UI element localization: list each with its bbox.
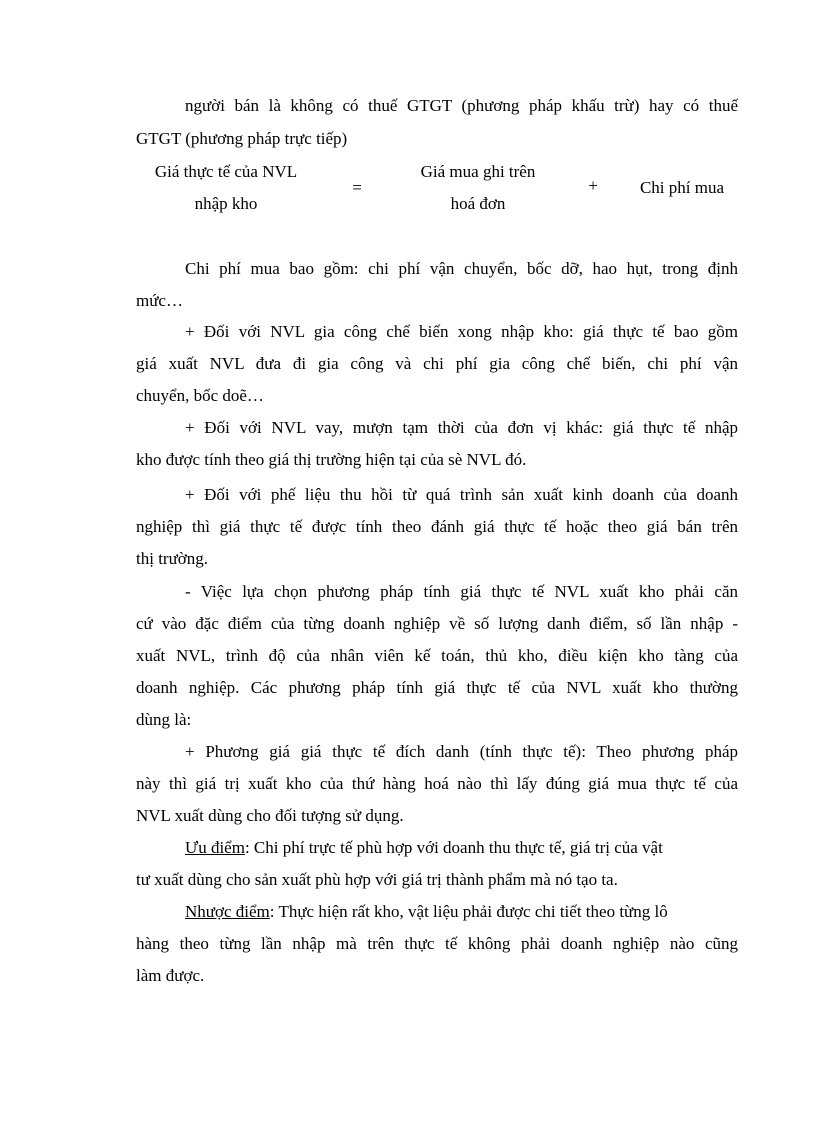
- intro-line-2: GTGT (phương pháp trực tiếp): [136, 129, 348, 148]
- formula-equals-sign: =: [352, 178, 362, 197]
- advantage-label: Ưu điểm: [185, 838, 245, 857]
- p2-line-2: giá xuất NVL đưa đi gia công và chi phí gia công chế biến, chi phí vận: [136, 354, 738, 373]
- formula-left-line-1: Giá thực tế của NVL: [154, 162, 298, 181]
- formula-plus-sign: +: [588, 176, 598, 195]
- p7-line-1: [185, 838, 738, 858]
- p6-line-1: + Phương giá giá thực tế đích danh (tính thực tế): Theo phương pháp: [185, 742, 738, 761]
- p3-line-1: + Đối với NVL vay, mượn tạm thời của đơn vị khác: giá thực tế nhập: [185, 418, 738, 437]
- p5-line-5: dùng là:: [136, 710, 192, 729]
- intro-line-1: người bán là không có thuế GTGT (phương pháp khấu trừ) hay có thuế: [185, 96, 738, 115]
- p1-line-2: mức…: [136, 291, 183, 310]
- p6-line-2: này thì giá trị xuất kho của thứ hàng hoá nào thì lấy đúng giá mua thực tế của: [136, 774, 738, 793]
- disadvantage-text: : Thực hiện rất kho, vật liệu phải được chi tiết theo từng lô: [269, 902, 668, 921]
- formula-right: Chi phí mua: [639, 178, 725, 197]
- p4-line-2: nghiệp thì giá thực tế được tính theo đánh giá thực tế hoặc theo giá bán trên: [136, 517, 738, 536]
- p2-line-1: + Đối với NVL gia công chế biến xong nhập kho: giá thực tế bao gồm: [185, 322, 738, 341]
- p2-line-3: chuyển, bốc doẽ…: [136, 386, 264, 405]
- p7-line-2: tư xuất dùng cho sản xuất phù hợp với giá trị thành phẩm mà nó tạo ta.: [136, 870, 618, 889]
- p8-line-2: hàng theo từng lần nhập mà trên thực tế không phải doanh nghiệp nào cũng: [136, 934, 738, 953]
- p8-line-3: làm được.: [136, 966, 205, 985]
- p6-line-3: NVL xuất dùng cho đối tượng sử dụng.: [136, 806, 404, 825]
- formula-middle-line-1: Giá mua ghi trên: [420, 162, 536, 181]
- p5-line-4: doanh nghiệp. Các phương pháp tính giá thực tế của NVL xuất kho thường: [136, 678, 738, 697]
- p3-line-2: kho được tính theo giá thị trường hiện tại của sè NVL đó.: [136, 450, 527, 469]
- p1-line-1: Chi phí mua bao gồm: chi phí vận chuyển, bốc dỡ, hao hụt, trong định: [185, 259, 738, 278]
- p5-line-1: - Việc lựa chọn phương pháp tính giá thực tế NVL xuất kho phải căn: [185, 582, 738, 601]
- formula-left-line-2: nhập kho: [194, 194, 258, 213]
- p8-line-1: [185, 902, 738, 922]
- disadvantage-label: Nhược điểm: [185, 902, 270, 921]
- advantage-text: : Chi phí trực tế phù hợp với doanh thu thực tế, giá trị của vật: [244, 838, 663, 857]
- p4-line-3: thị trường.: [136, 549, 209, 568]
- p5-line-2: cứ vào đặc điểm của từng doanh nghiệp về số lượng danh điểm, số lần nhập -: [136, 614, 738, 633]
- p5-line-3: xuất NVL, trình độ của nhân viên kế toán, thủ kho, điều kiện kho tàng của: [136, 646, 738, 665]
- p4-line-1: + Đối với phế liệu thu hồi từ quá trình sản xuất kinh doanh của doanh: [185, 485, 738, 504]
- formula-middle-line-2: hoá đơn: [450, 194, 506, 213]
